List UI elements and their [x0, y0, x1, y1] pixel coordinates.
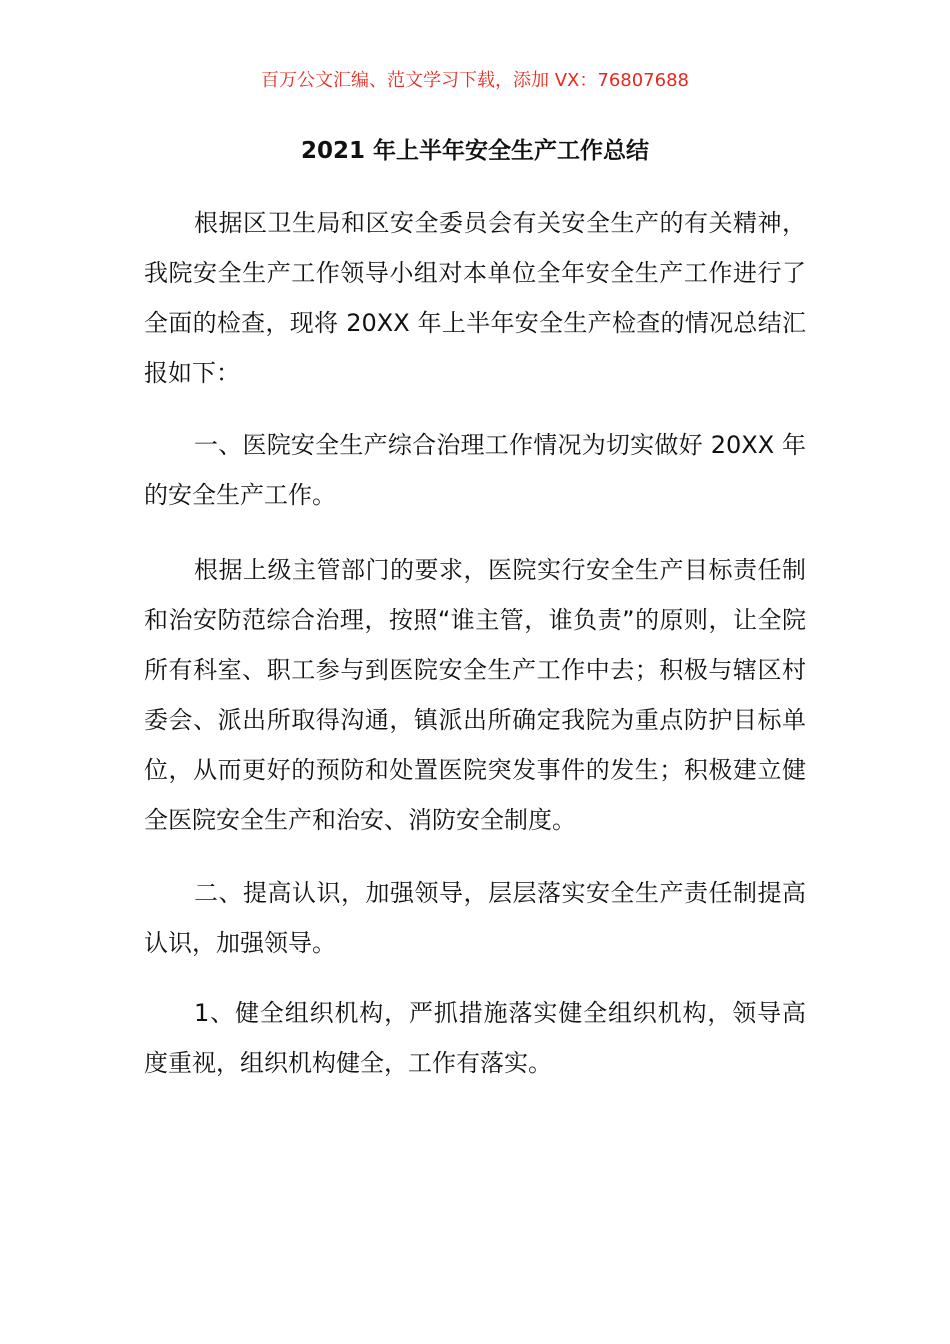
paragraph-section-one: 一、医院安全生产综合治理工作情况为切实做好 20XX 年的安全生产工作。: [144, 431, 806, 509]
header-banner: 百万公文汇编、范文学习下载，添加 VX：76807688: [261, 70, 689, 91]
document-title: 2021 年上半年安全生产工作总结: [300, 138, 650, 164]
paragraph-requirements: 根据上级主管部门的要求，医院实行安全生产目标责任制和治安防范综合治理，按照“谁主管，谁负责”的原则，让全院所有科室、职工参与到医院安全生产工作中去；积极与辖区村委会、派出所取得沟通，镇派出所确定我院为重点防护目标单位，从而更好的预防和处置医院突发事件的发生；积极建立健全医院安全生产和治安、消防安全制度。: [144, 556, 806, 834]
paragraph-intro: 根据区卫生局和区安全委员会有关安全生产的有关精神，我院安全生产工作领导小组对本单位全年安全生产工作进行了全面的检查，现将 20XX 年上半年安全生产检查的情况总结汇报如下：: [144, 209, 806, 387]
paragraph-section-two: 二、提高认识，加强领导，层层落实安全生产责任制提高认识，加强领导。: [144, 879, 806, 957]
document-body: [144, 198, 806, 1110]
paragraph-item-one: 1、健全组织机构，严抓措施落实健全组织机构，领导高度重视，组织机构健全，工作有落实。: [144, 999, 806, 1077]
